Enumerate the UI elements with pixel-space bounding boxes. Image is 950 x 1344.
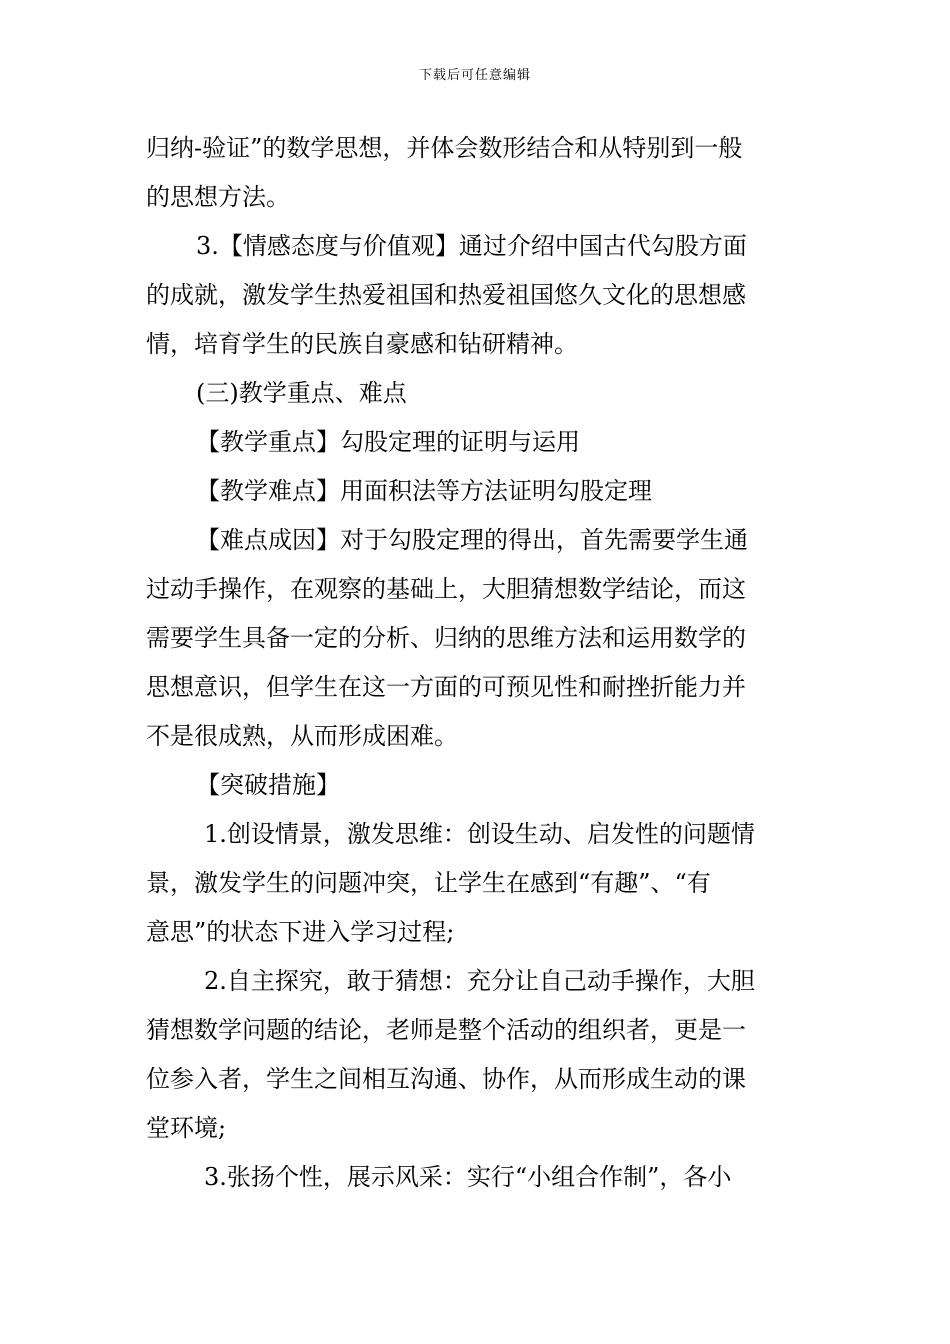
text-line: 1.创设情景，激发思维：创设生动、启发性的问题情 [204, 820, 755, 848]
document-body [146, 124, 808, 1202]
text-line: 的思想方法。 [146, 183, 290, 211]
text-line: 情，培育学生的民族自豪感和钻研精神。 [146, 330, 578, 358]
text-line: 3.张扬个性，展示风采：实行“小组合作制”，各小 [204, 1163, 732, 1191]
text-line: 的成就，激发学生热爱祖国和热爱祖国悠久文化的思想感 [146, 281, 746, 309]
text-line: 2.自主探究，敢于猜想：充分让自己动手操作，大胆 [204, 967, 755, 995]
section-heading: (三)教学重点、难点 [196, 379, 407, 407]
text-line: 猜想数学问题的结论，老师是整个活动的组织者，更是一 [146, 1016, 746, 1044]
text-line: 堂环境; [146, 1114, 227, 1142]
text-line: 意思”的状态下进入学习过程; [146, 918, 455, 946]
text-line: 景，激发学生的问题冲突，让学生在感到“有趣”、“有 [146, 869, 711, 897]
text-line: 【突破措施】 [196, 771, 340, 799]
text-line: 【难点成因】对于勾股定理的得出，首先需要学生通 [196, 526, 748, 554]
text-line: 不是很成熟，从而形成困难。 [146, 722, 458, 750]
text-line: 过动手操作，在观察的基础上，大胆猜想数学结论，而这 [146, 575, 746, 603]
text-line: 【教学难点】用面积法等方法证明勾股定理 [196, 477, 652, 505]
text-line: 思想意识，但学生在这一方面的可预见性和耐挫折能力并 [146, 673, 746, 701]
text-line: 需要学生具备一定的分析、归纳的思维方法和运用数学的 [146, 624, 746, 652]
text-line: 位参入者，学生之间相互沟通、协作，从而形成生动的课 [146, 1065, 746, 1093]
text-line: 3.【情感态度与价值观】通过介绍中国古代勾股方面 [196, 232, 747, 260]
text-line: 【教学重点】勾股定理的证明与运用 [196, 428, 580, 456]
text-line: 归纳-验证”的数学思想，并体会数形结合和从特别到一般 [146, 134, 743, 162]
page-header: 下载后可任意编辑 [418, 68, 531, 83]
